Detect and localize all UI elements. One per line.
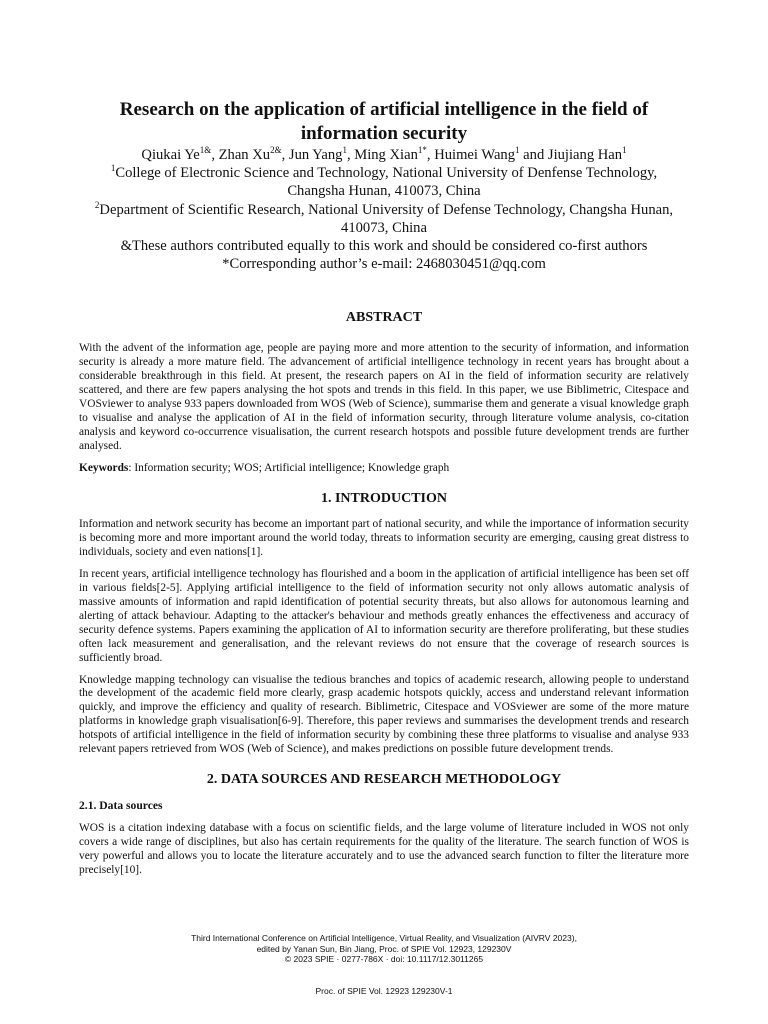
methods-paragraph: WOS is a citation indexing database with a focus on scientific fields, and the large volume of literature included in WOS not only covers a wide range of disciplines, but also has certain requirements for the quality of the literature. The search function of WOS is very powerful and allows you to locate the literature accurately and to use the advanced search function to filter the literature more precisely[10]. xyxy=(79,822,689,877)
intro-paragraph: Knowledge mapping technology can visualise the tedious branches and topics of academic research, allowing people to understand the development of the academic field more clearly, grasp academic hotspots quickly, access and understand relevant information quickly, and improve the efficiency and quality of research. Biblimetric, Citespace and VOSviewer are some of the more mature platforms in knowledge graph visualisation[6-9]. Therefore, this paper reviews and summarises the development trends and research hotspots of artificial intelligence in the field of information security by combining these three platforms to visualise and analyse 933 relevant papers retrieved from WOS (Web of Science), and makes predictions on possible future development trends. xyxy=(79,673,689,756)
author: Ming Xian$^{1*}$, xyxy=(354,145,435,163)
keywords-text: : Information security; WOS; Artificial intelligence; Knowledge graph xyxy=(128,462,450,475)
author: Jun Yang$^1$, xyxy=(288,145,355,163)
author: Zhan $Xu^{2\&}$, xyxy=(218,145,289,163)
abstract-heading: ABSTRACT xyxy=(345,310,423,326)
affiliation-1: $^1$College of Electronic Science and Technology, National University of Denfense Technology, Changsha Hunan, 410073, China xyxy=(110,163,658,200)
abstract-text: With the advent of the information age, people are paying more and more attention to the security of information, and information security is already a more mature field. The advancement of artificial intelligence technology in recent years has brought about a considerable breakthrough in this field. At present, the research papers on AI in the field of information security are relatively scattered, and there are few papers analysing the hot spots and trends in this field. In this paper, we use Biblimetric, Citespace and VOSviewer to analyse 933 papers downloaded from WOS (Web of Science), summarise them and generate a visual knowledge graph to visualise and analyse the application of AI in the field of information security, through literature volume analysis, co-citation analysis and keyword co-occurrence visualisation, the current research hotspots and possible future development trends are further analysed. xyxy=(79,342,689,453)
section-heading-introduction: 1. INTRODUCTION xyxy=(320,491,447,506)
affiliation-2: $^2$Department of Scientific Research, National University of Defense Technology, Changsha Hunan, 410073, China xyxy=(94,199,674,236)
author-list xyxy=(79,146,689,164)
subsection-heading-data-sources: 2.1. Data sources xyxy=(79,799,163,813)
section-heading-methods: 2. DATA SOURCES AND RESEARCH METHODOLOGY xyxy=(206,772,562,788)
equal-contribution-note: &These authors contributed equally to this work and should be considered co-first authors xyxy=(120,238,648,255)
author: Jiujiang Han$^1$ xyxy=(547,145,627,163)
intro-paragraph: Information and network security has become an important part of national security, and while the importance of information security is becoming more and more important around the world today, threats to information security are emerging, causing great distress to individuals, society and even nations[1]. xyxy=(79,518,689,558)
page-number-footer: Proc. of SPIE Vol. 12923 129230V-1 xyxy=(315,986,453,996)
conference-footer: Third International Conference on Artificial Intelligence, Virtual Reality, and Visualization (AIVRV 2023), edited by Yanan Sun, Bin Jiang, Proc. of SPIE Vol. 12923, 129230V © 2023 SPIE · 0277-786X · doi: 10.1117/12.3011265 xyxy=(191,933,577,964)
author: Qiukai $Ye^{1\&}$, xyxy=(141,145,219,163)
keywords xyxy=(79,462,689,476)
corresponding-author: *Corresponding author’s e-mail: 2468030451@qq.com xyxy=(222,256,546,273)
intro-paragraph: In recent years, artificial intelligence technology has flourished and a boom in the application of artificial intelligence has been set off in various fields[2-5]. Applying artificial intelligence to the field of information security not only allows automatic analysis of massive amounts of information and rapid identification of potential security threats, but also allows for autonomous learning and alerting of attack behaviour. Adapting to the attacker's behaviour and methods greatly enhances the effectiveness and accuracy of security defence systems. Papers examining the application of AI to information security are therefore proliferating, but these studies often lack measurement and generalisation, and the relevant reviews do not ensure that the coverage of research sources is sufficiently broad. xyxy=(79,567,689,664)
author: Huimei Wang$^1$ and xyxy=(434,145,548,163)
paper-title: Research on the application of artificial intelligence in the field of information security xyxy=(119,99,649,144)
keywords-label: Keywords xyxy=(79,462,129,475)
